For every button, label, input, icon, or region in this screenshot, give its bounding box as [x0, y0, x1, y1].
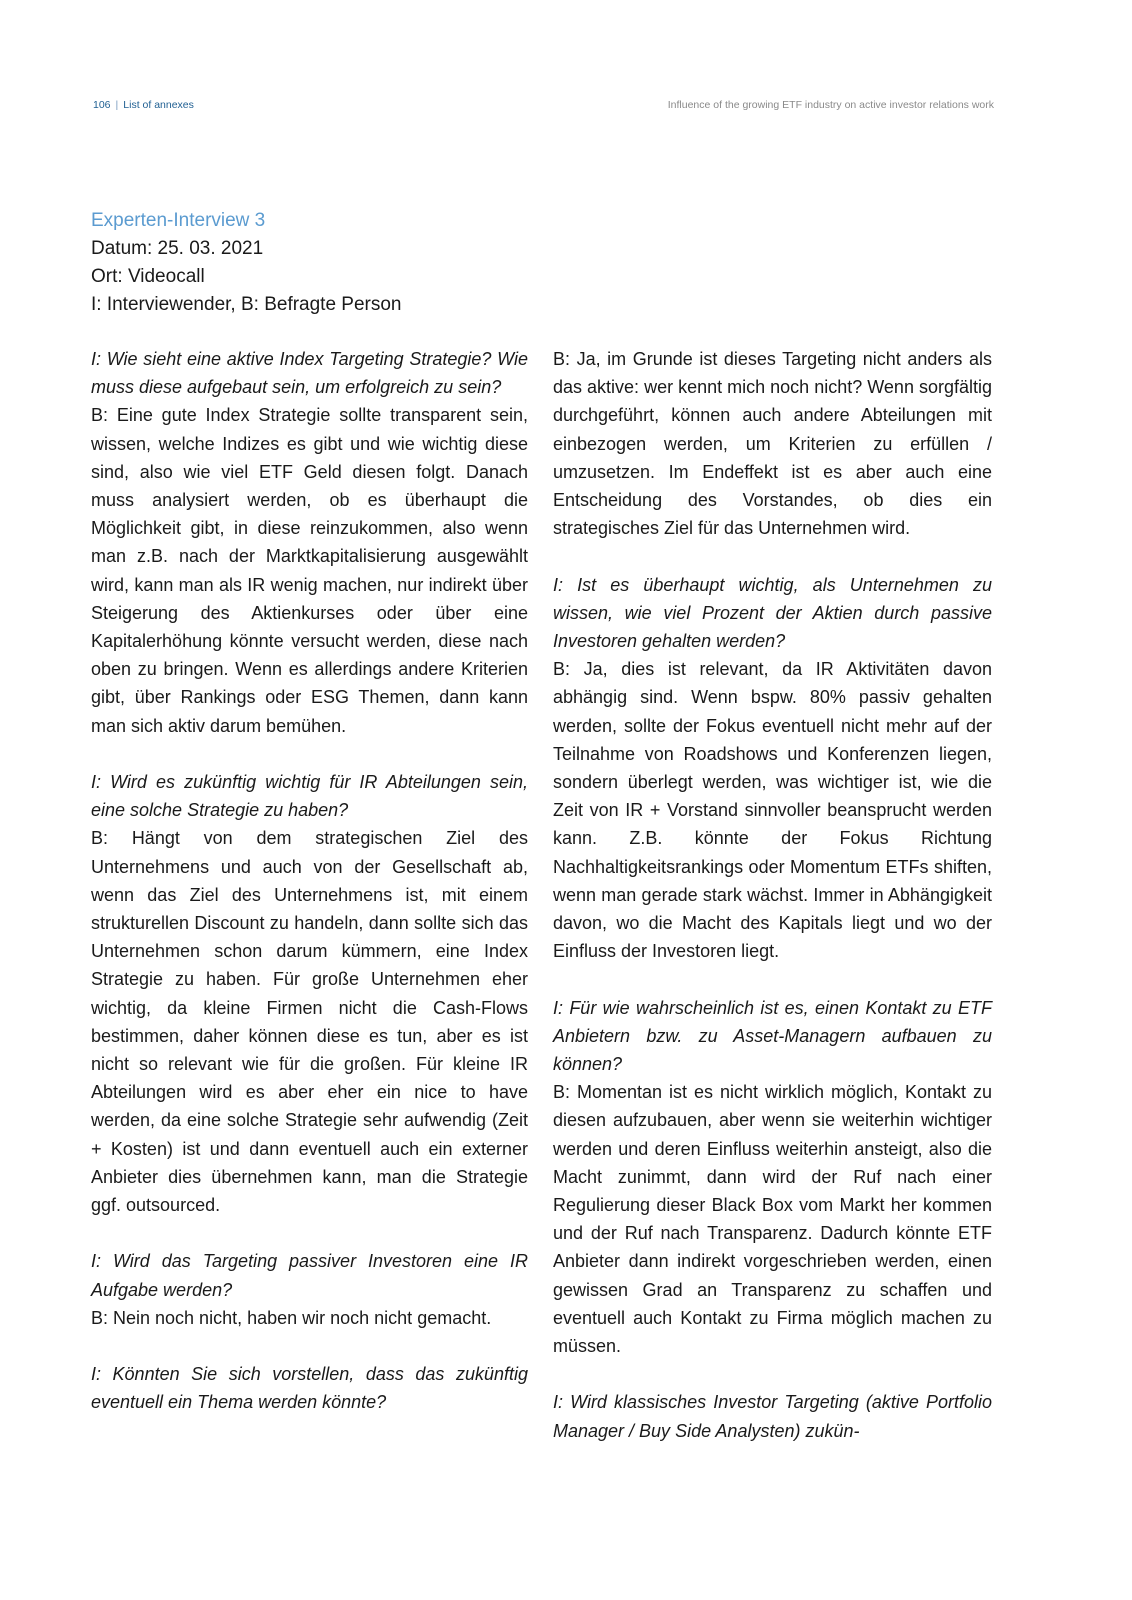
question-2: I: Wird es zukünftig wichtig für IR Abteilungen sein, eine solche Strategie zu haben?	[91, 772, 528, 821]
question-3: I: Wird das Targeting passiver Investoren eine IR Aufgabe werden?	[91, 1251, 528, 1300]
answer-2: B: Hängt von dem strategischen Ziel des Unternehmens und auch von der Gesellschaft ab, wenn das Ziel des Unternehmens ist, mit einem strukturellen Discount zu handeln, dann sollte sich das Unternehmen schon darum kümmern, eine Index Strategie zu haben. Für große Unternehmen eher wichtig, da kleine Firmen nicht die Cash-Flows bestimmen, daher können diese es tun, aber es ist nicht so relevant wie für die großen. Für kleine IR Abteilungen wird es aber eher ein nice to have werden, da eine solche Strategie sehr aufwendig (Zeit + Kosten) ist und dann eventuell auch ein externer Anbieter dies übernehmen kann, man die Strategie ggf. outsourced.	[91, 828, 528, 1216]
question-5: I: Ist es überhaupt wichtig, als Unternehmen zu wissen, wie viel Prozent der Aktien durch passive Investoren gehalten werden?	[553, 574, 992, 652]
answer-3: B: Nein noch nicht, haben wir noch nicht gemacht.	[91, 1307, 492, 1328]
interview-location: Ort: Videocall	[91, 266, 205, 287]
header-separator: |	[115, 99, 119, 111]
interview-roles: I: Interviewender, B: Befragte Person	[91, 294, 402, 315]
running-header	[93, 99, 994, 117]
page-number: 106	[93, 99, 111, 111]
interview-date: Datum: 25. 03. 2021	[91, 238, 264, 259]
question-6: I: Für wie wahrscheinlich ist es, einen Kontakt zu ETF Anbietern bzw. zu Asset-Managern aufbauen zu können?	[553, 997, 992, 1075]
section-name: List of annexes	[123, 99, 194, 111]
answer-4: B: Ja, im Grunde ist dieses Targeting nicht anders als das aktive: wer kennt mich noch nicht? Wenn sorgfältig durchgeführt, können auch andere Abteilungen mit einbezogen werden, um Kriterien zu erfüllen / umzusetzen. Im Endeffekt ist es aber auch eine Entscheidung des Vorstandes, ob dies ein strategisches Ziel für das Unternehmen wird.	[553, 349, 992, 539]
right-column	[553, 345, 992, 1445]
document-title: Influence of the growing ETF industry on active investor relations work	[667, 99, 994, 111]
question-4: I: Könnten Sie sich vorstellen, dass das zukünftig eventuell ein Thema werden könnte?	[91, 1364, 528, 1413]
answer-5: B: Ja, dies ist relevant, da IR Aktivitäten davon abhängig sind. Wenn bspw. 80% passiv gehalten werden, sollte der Fokus eventuell nicht mehr auf der Teilnahme von Roadshows und Konferenzen liegen, sondern überlegt werden, was wichtiger ist, wie die Zeit von IR + Vorstand sinnvoller beansprucht werden kann. Z.B. könnte der Fokus Richtung Nachhaltigkeitsrankings oder Momentum ETFs shiften, wenn man gerade stark wächst. Immer in Abhängigkeit davon, wo die Macht des Kapitals liegt und wo der Einfluss der Investoren liegt.	[553, 659, 992, 962]
question-7: I: Wird klassisches Investor Targeting (aktive Portfolio Manager / Buy Side Analysten) zukün-	[553, 1392, 992, 1441]
header-left	[93, 99, 194, 111]
left-column	[91, 345, 528, 1417]
answer-1: B: Eine gute Index Strategie sollte transparent sein, wissen, welche Indizes es gibt und wie wichtig diese sind, also wie viel ETF Geld diesen folgt. Danach muss analysiert werden, ob es überhaupt die Möglichkeit gibt, in diese reinzukommen, also wenn man z.B. nach der Marktkapitalisierung ausgewählt wird, kann man als IR wenig machen, nur indirekt über Steigerung des Aktienkurses oder über eine Kapitalerhöhung könnte versucht werden, diese nach oben zu bringen. Wenn es allerdings andere Kriterien gibt, über Rankings oder ESG Themen, dann kann man sich aktiv darum bemühen.	[91, 405, 528, 736]
answer-6: B: Momentan ist es nicht wirklich möglich, Kontakt zu diesen aufzubauen, aber wenn sie weiterhin wichtiger werden und deren Einfluss weiterhin ansteigt, also die Macht zunimmt, dann wird der Ruf nach einer Regulierung dieser Black Box vom Markt her kommen und der Ruf nach Transparenz. Dadurch könnte ETF Anbieter dann indirekt vorgeschrieben werden, einen gewissen Grad an Transparenz zu schaffen und eventuell auch Kontakt zu Firma möglich machen zu müssen.	[553, 1082, 992, 1357]
question-1: I: Wie sieht eine aktive Index Targeting Strategie? Wie muss diese aufgebaut sein, um erfolgreich zu sein?	[91, 349, 528, 398]
interview-title: Experten-Interview 3	[91, 210, 266, 231]
interview-meta	[91, 207, 402, 319]
